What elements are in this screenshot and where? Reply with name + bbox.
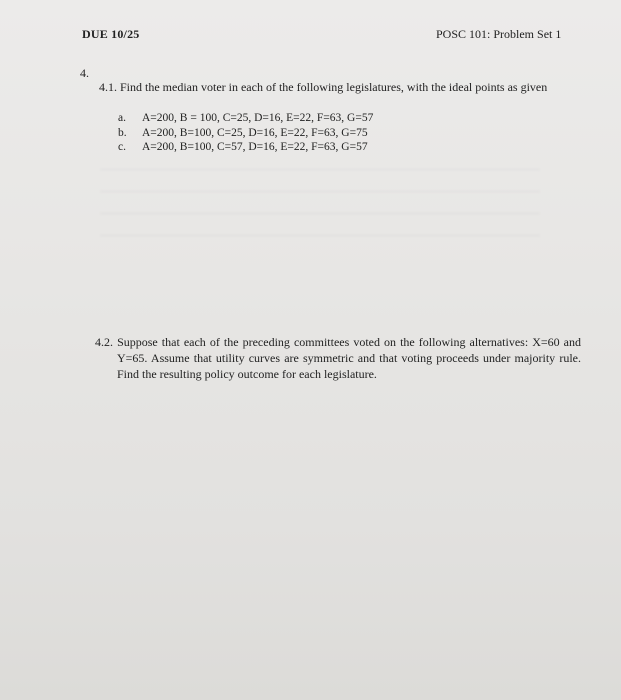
question-4-2-text: Suppose that each of the preceding committees voted on the following alternatives: X=60 and Y=65. Assume that utility curves are symmetric and that voting proceeds under majority rule. Find the resulting policy outcome for each legislature. <box>117 335 582 381</box>
option-c <box>118 140 373 155</box>
course-title: POSC 101: Problem Set 1 <box>436 27 562 41</box>
question-4-2-label: 4.2. <box>95 335 118 349</box>
option-a <box>118 111 373 126</box>
option-letter: a. <box>118 112 126 124</box>
option-text: A=200, B=100, C=57, D=16, E=22, F=63, G=57 <box>142 141 368 153</box>
option-letter: b. <box>118 126 127 139</box>
due-date: DUE 10/25 <box>82 27 140 41</box>
question-4-2 <box>95 334 581 382</box>
bleed-through-texture <box>100 160 540 250</box>
question-number: 4. <box>80 66 89 80</box>
option-text: A=200, B = 100, C=25, D=16, E=22, F=63, G=57 <box>142 112 374 124</box>
question-4-1-text: 4.1. Find the median voter in each of the following legislatures, with the ideal points as given <box>99 80 548 94</box>
option-text: A=200, B=100, C=25, D=16, E=22, F=63, G=75 <box>142 126 368 139</box>
option-letter: c. <box>118 141 126 153</box>
option-b <box>118 126 373 141</box>
option-list <box>118 111 373 155</box>
